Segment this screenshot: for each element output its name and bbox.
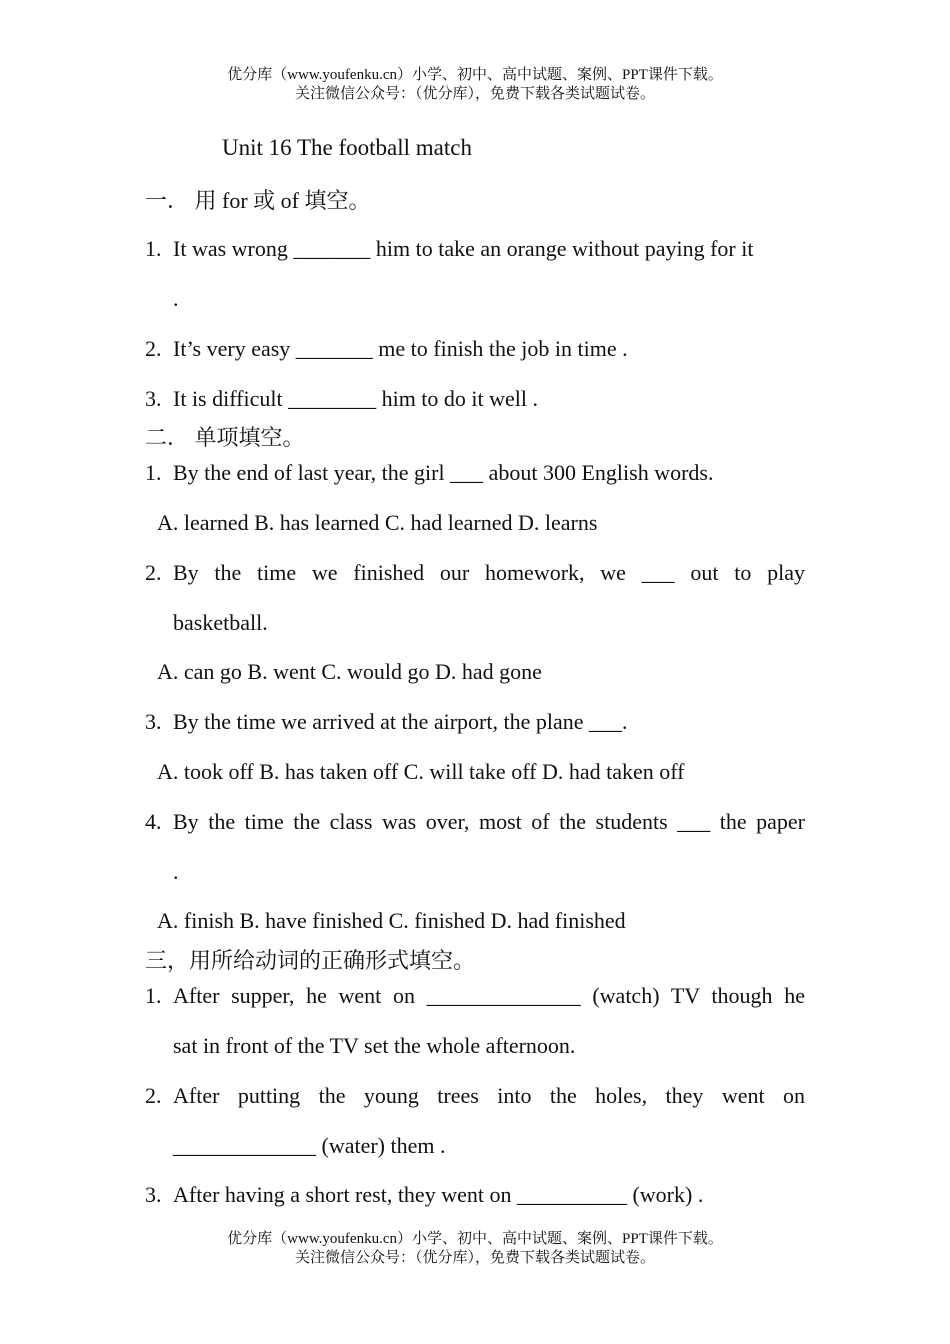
- section-2-heading: 二． 单项填空。: [145, 425, 305, 450]
- question-text-line-1: By the time the class was over, most of the students ___ the paper: [173, 809, 805, 834]
- section-1-heading: 一． 用 for 或 of 填空。: [145, 188, 371, 213]
- question-number: 2.: [145, 560, 162, 585]
- s2-question-1-options: A. learned B. has learned C. had learned D. learns: [157, 510, 598, 535]
- s2-question-3-options: A. took off B. has taken off C. will take off D. had taken off: [157, 759, 685, 784]
- s2-question-2-options: A. can go B. went C. would go D. had gone: [157, 659, 542, 684]
- question-text-line-1: After putting the young trees into the holes, they went on: [173, 1083, 805, 1108]
- question-text-line-2: _____________ (water) them .: [173, 1133, 446, 1158]
- question-text-line-2: sat in front of the TV set the whole afternoon.: [173, 1033, 576, 1058]
- question-number: 4.: [145, 809, 162, 834]
- question-number: 2.: [145, 1083, 162, 1108]
- question-text-line-1: By the time we finished our homework, we ___ out to play: [173, 560, 805, 585]
- header-line-2: 关注微信公众号：（优分库），免费下载各类试题试卷。: [294, 86, 655, 102]
- question-number: 3.: [145, 386, 162, 411]
- question-text: By the time we arrived at the airport, the plane ___.: [173, 709, 628, 734]
- question-number: 3.: [145, 709, 162, 734]
- question-number: 1.: [145, 236, 162, 261]
- page-header: [0, 66, 950, 104]
- question-text-line-1: It was wrong _______ him to take an orange without paying for it: [173, 236, 754, 261]
- header-line-1: 优分库（www.youfenku.cn）小学、初中、高中试题、案例、PPT课件下载。: [227, 67, 723, 83]
- question-number: 1.: [145, 460, 162, 485]
- question-text-line-2: basketball.: [173, 610, 268, 635]
- question-text-line-2: .: [173, 859, 179, 884]
- question-text-line-2: .: [173, 286, 179, 311]
- question-text: It is difficult ________ him to do it well .: [173, 386, 539, 411]
- question-number: 3.: [145, 1182, 162, 1207]
- question-number: 1.: [145, 983, 162, 1008]
- page-footer: [0, 1230, 950, 1268]
- question-number: 2.: [145, 336, 162, 361]
- s2-question-4-options: A. finish B. have finished C. finished D. had finished: [157, 908, 626, 933]
- section-3-heading: 三，用所给动词的正确形式填空。: [145, 948, 476, 973]
- question-text-line-1: After supper, he went on ______________ (watch) TV though he: [173, 983, 805, 1008]
- question-text: It’s very easy _______ me to finish the job in time .: [173, 336, 628, 361]
- question-text: By the end of last year, the girl ___ about 300 English words.: [173, 460, 714, 485]
- question-text: After having a short rest, they went on __________ (work) .: [173, 1182, 704, 1207]
- footer-line-1: 优分库（www.youfenku.cn）小学、初中、高中试题、案例、PPT课件下载。: [227, 1231, 723, 1247]
- page-title: Unit 16 The football match: [222, 135, 472, 160]
- footer-line-2: 关注微信公众号：（优分库），免费下载各类试题试卷。: [294, 1250, 655, 1266]
